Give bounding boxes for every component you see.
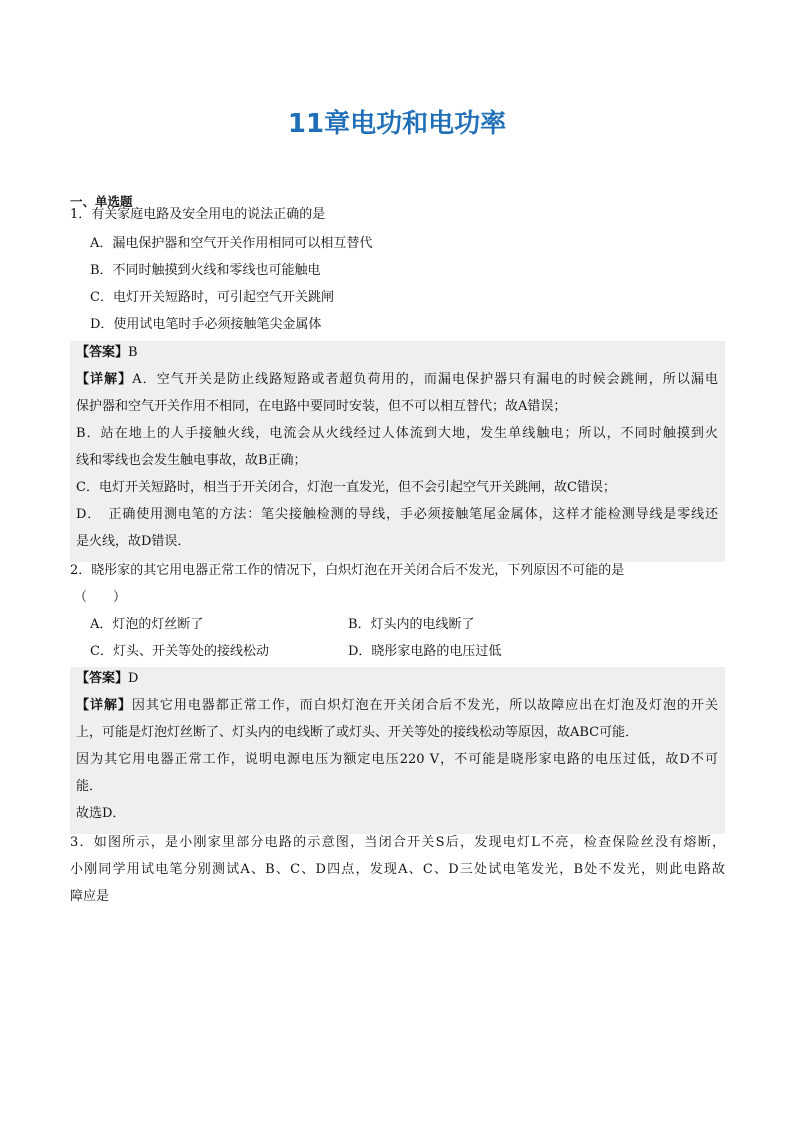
q2-option-a: A．灯泡的灯丝断了 — [90, 617, 204, 632]
q2-detail-label: 【详解】 — [76, 698, 132, 713]
q1-option-b: B．不同时触摸到火线和零线也可能触电 — [90, 263, 321, 278]
question-3-line-1: 3．如图所示，是小刚家里部分电路的示意图，当闭合开关S后，发现电灯L不亮，检查保险丝没有熔断， — [70, 835, 725, 850]
q2-answer-label: 【答案】 — [76, 671, 129, 686]
q1-answer — [76, 344, 138, 362]
q2-detail-line-1: 【详解】因其它用电器都正常工作，而白炽灯泡在开关闭合后不发光，所以故障应出在灯泡及灯泡的开关 — [76, 698, 718, 713]
q2-option-b: B．灯头内的电线断了 — [348, 617, 475, 632]
question-2-paren: （ ） — [74, 590, 127, 605]
question-1-stem: 1．有关家庭电路及安全用电的说法正确的是 — [70, 207, 326, 222]
q1-option-c: C．电灯开关短路时，可引起空气开关跳闸 — [90, 290, 334, 305]
q1-detail-line-4: 线和零线也会发生触电事故，故B正确； — [76, 453, 307, 468]
q1-detail-line-3: B．站在地上的人手接触火线，电流会从火线经过人体流到大地，发生单线触电；所以，不同时触摸到火 — [76, 426, 718, 441]
q1-detail-line-2: 保护器和空气开关作用不相同，在电路中要同时安装，但不可以相互替代；故A错误； — [76, 399, 567, 414]
q2-detail-line-2: 上，可能是灯泡灯丝断了、灯头内的电线断了或灯头、开关等处的接线松动等原因，故ABC可能． — [76, 725, 639, 740]
question-2-stem: 2．晓彤家的其它用电器正常工作的情况下，白炽灯泡在开关闭合后不发光，下列原因不可能的是 — [70, 563, 625, 578]
q1-answer-value: B — [128, 345, 138, 360]
q2-detail-line-5: 故选D． — [76, 806, 126, 821]
question-3-line-2: 小刚同学用试电笔分别测试A、B、C、D四点，发现A、C、D三处试电笔发光，B处不发光，则此电路故 — [70, 862, 725, 877]
q1-detail-line-5: C．电灯开关短路时，相当于开关闭合，灯泡一直发光，但不会引起空气开关跳闸，故C错误； — [76, 480, 616, 495]
q2-answer — [76, 670, 138, 688]
q1-detail-line-7: 是火线，故D错误． — [76, 534, 191, 549]
question-3-line-3: 障应是 — [70, 889, 110, 904]
q1-option-a: A．漏电保护器和空气开关作用相同可以相互替代 — [90, 236, 373, 251]
page-title: 11章电功和电功率 — [287, 109, 507, 139]
q1-detail-label: 【详解】 — [76, 372, 133, 387]
q2-detail-line-4: 能． — [76, 779, 103, 794]
q2-detail-line-3: 因为其它用电器正常工作，说明电源电压为额定电压220 V，不可能是晓彤家电路的电压过低，故D不可 — [76, 752, 718, 767]
q1-detail-line-1: 【详解】A．空气开关是防止线路短路或者超负荷用的，而漏电保护器只有漏电的时候会跳闸，所以漏电 — [76, 372, 718, 387]
q2-option-d: D．晓彤家电路的电压过低 — [348, 644, 502, 659]
q2-option-c: C．灯头、开关等处的接线松动 — [90, 644, 269, 659]
q1-answer-label: 【答案】 — [76, 345, 129, 360]
q1-detail-line-6: D． 正确使用测电笔的方法：笔尖接触检测的导线，手必须接触笔尾金属体，这样才能检测导线是零线还 — [76, 507, 718, 522]
q1-option-d: D．使用试电笔时手必须接触笔尖金属体 — [90, 317, 322, 332]
q2-answer-value: D — [128, 671, 139, 686]
section-header: 一、单选题 — [70, 194, 133, 209]
